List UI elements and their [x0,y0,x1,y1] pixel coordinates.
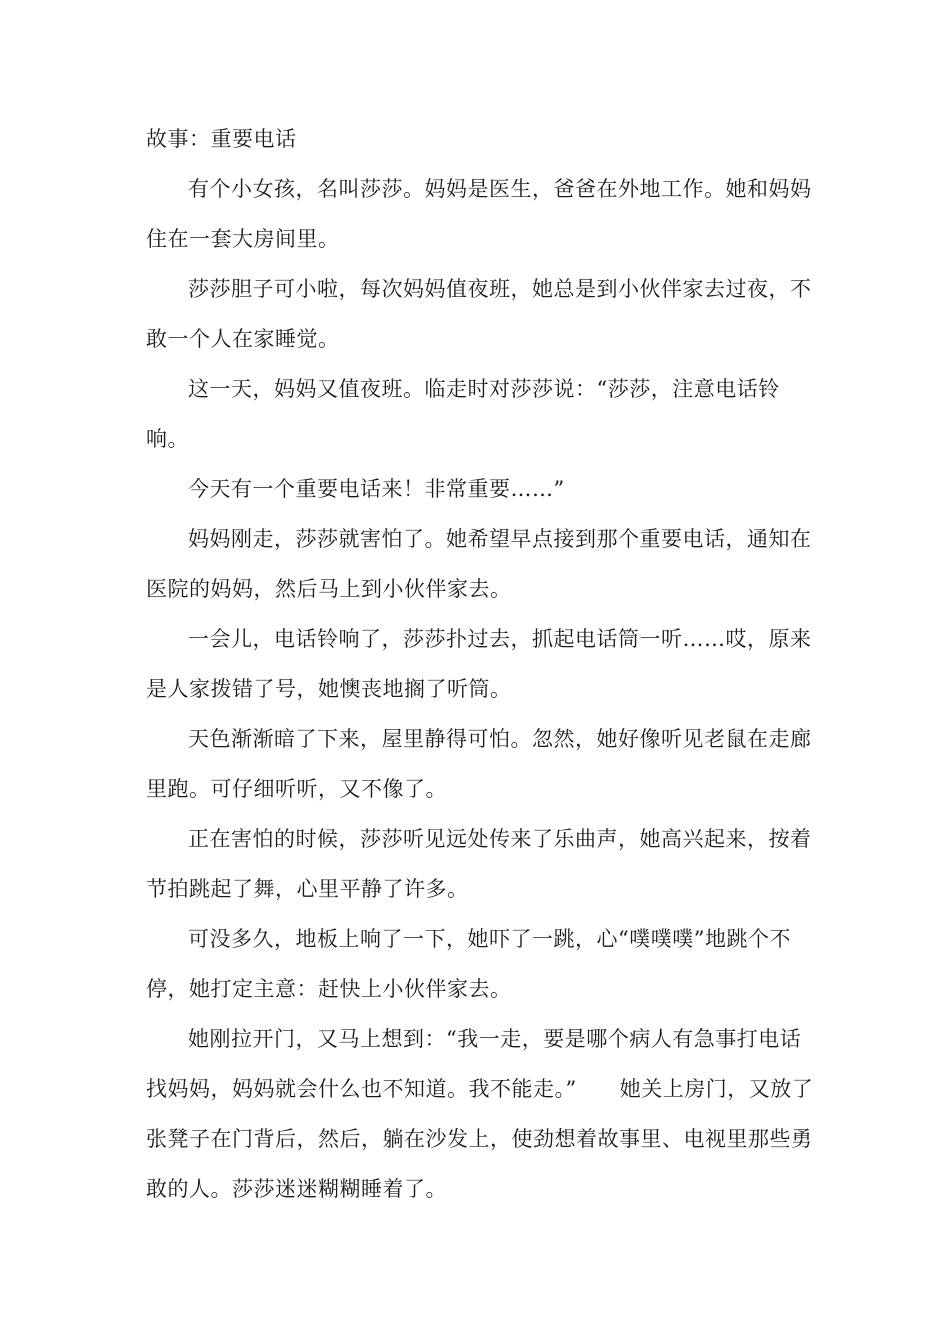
paragraph-9: 可没多久，地板上响了一下，她吓了一跳，心“噗噗噗”地跳个不停，她打定主意：赶快上小伙伴家去。 [146,927,791,1001]
paragraph-1: 有个小女孩，名叫莎莎。妈妈是医生，爸爸在外地工作。她和妈妈住在一套大房间里。 [146,177,812,251]
paragraph-6: 一会儿，电话铃响了，莎莎扑过去，抓起电话筒一听……哎，原来是人家拨错了号，她懊丧地搁了听筒。 [146,627,812,701]
paragraph-8: 正在害怕的时候，莎莎听见远处传来了乐曲声，她高兴起来，按着节拍跳起了舞，心里平静了许多。 [146,827,812,901]
paragraph-5: 妈妈刚走，莎莎就害怕了。她希望早点接到那个重要电话，通知在医院的妈妈，然后马上到小伙伴家去。 [146,527,812,601]
paragraph-10: 她刚拉开门，又马上想到：“我一走，要是哪个病人有急事打电话找妈妈，妈妈就会什么也不知道。我不能走。” 她关上房门，又放了张凳子在门背后，然后，躺在沙发上，使劲想着故事里、电视里那些勇敢的人。莎莎迷迷糊糊睡着了。 [146,1027,814,1201]
paragraph-3: 这一天，妈妈又值夜班。临走时对莎莎说：“莎莎，注意电话铃响。 [146,377,780,451]
paragraph-2: 莎莎胆子可小啦，每次妈妈值夜班，她总是到小伙伴家去过夜，不敢一个人在家睡觉。 [146,277,812,351]
document-body [146,114,816,1214]
document-title: 故事：重要电话 [146,127,297,151]
paragraph-7: 天色渐渐暗了下来，屋里静得可怕。忽然，她好像听见老鼠在走廊里跑。可仔细听听，又不像了。 [146,727,812,801]
paragraph-4: 今天有一个重要电话来！非常重要……” [188,477,565,501]
